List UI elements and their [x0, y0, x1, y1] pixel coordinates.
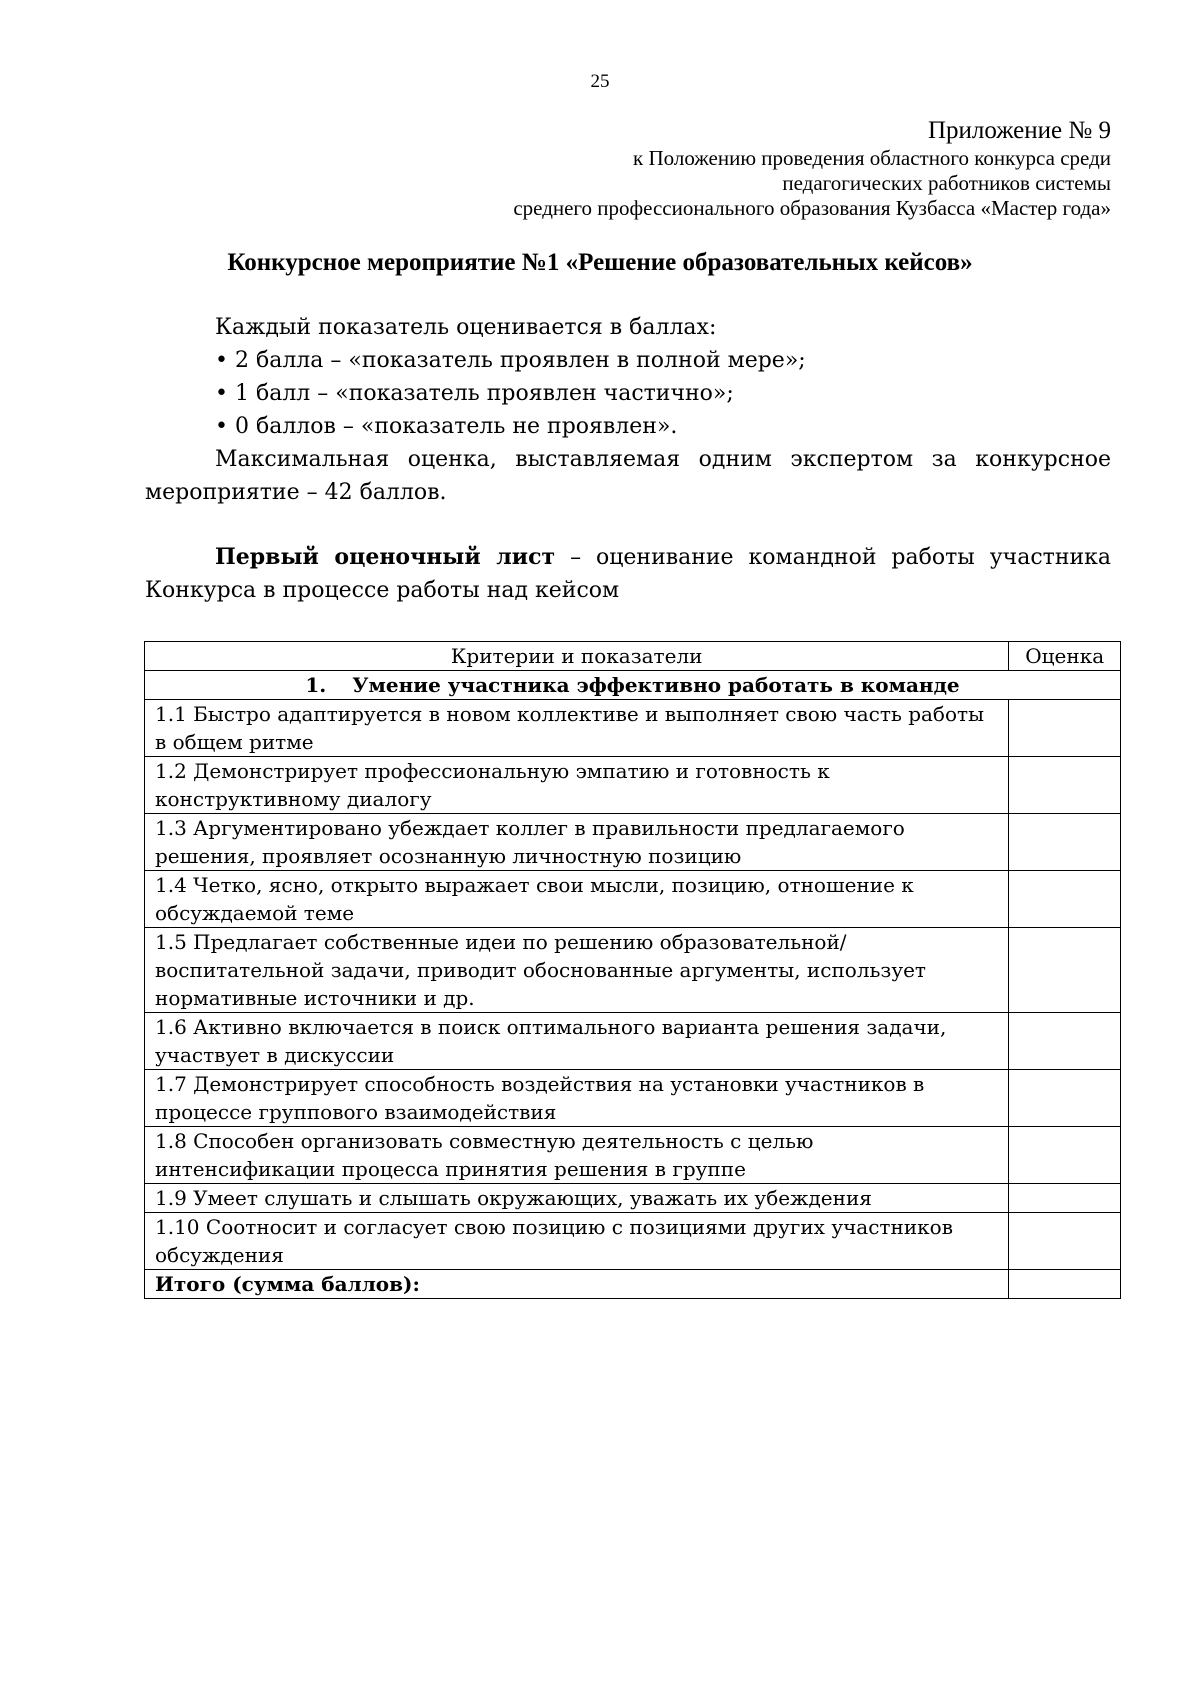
page-number: 25 [590, 71, 610, 92]
table-row [145, 871, 1121, 928]
score-cell[interactable] [1009, 1213, 1121, 1270]
criterion-text: 1.7 Демонстрирует способность воздействия на установки участников в процессе группового взаимодействия [145, 1070, 1009, 1127]
section-title-cell [145, 671, 1121, 700]
score-cell[interactable] [1009, 1070, 1121, 1127]
scoring-bullet: • 1 балл – «показатель проявлен частично»; [215, 381, 734, 406]
table-row [145, 700, 1121, 757]
criterion-text: 1.2 Демонстрирует профессиональную эмпатию и готовность к конструктивному диалогу [145, 757, 1009, 814]
appendix-line: педагогических работников системы [782, 171, 1111, 195]
appendix-line: среднего профессионального образования Кузбасса «Мастер года» [513, 196, 1111, 220]
criterion-text: 1.9 Умеет слушать и слышать окружающих, уважать их убеждения [145, 1184, 1009, 1213]
table-row [145, 1013, 1121, 1070]
section-row [145, 671, 1121, 700]
appendix-line: к Положению проведения областного конкурса среди [633, 146, 1111, 170]
score-cell[interactable] [1009, 928, 1121, 1013]
max-score-text: Максимальная оценка, выставляемая одним экспертом за конкурсное мероприятие – 42 баллов. [145, 447, 1111, 505]
section-title: Умение участника эффективно работать в команде [352, 673, 960, 697]
score-cell[interactable] [1009, 871, 1121, 928]
score-cell[interactable] [1009, 1184, 1121, 1213]
table-row [145, 757, 1121, 814]
table-row [145, 814, 1121, 871]
table-row [145, 1184, 1121, 1213]
table-row [145, 1070, 1121, 1127]
criteria-table [144, 641, 1121, 1299]
sheet-intro-rest: – оценивание командной работы участника Конкурса в процессе работы над кейсом [145, 545, 1112, 603]
total-score-cell[interactable] [1009, 1270, 1121, 1299]
criteria-header: Критерии и показатели [145, 642, 1009, 671]
criterion-text: 1.4 Четко, ясно, открыто выражает свои мысли, позицию, отношение к обсуждаемой теме [145, 871, 1009, 928]
criterion-text: 1.8 Способен организовать совместную деятельность с целью интенсификации процесса принятия решения в группе [145, 1127, 1009, 1184]
table-row [145, 928, 1121, 1013]
scoring-intro [145, 311, 1111, 509]
criterion-text: 1.10 Соотносит и согласует свою позицию с позициями других участников обсуждения [145, 1213, 1009, 1270]
sheet-intro [145, 541, 1111, 607]
score-cell[interactable] [1009, 700, 1121, 757]
appendix-header [211, 116, 1111, 221]
table-row [145, 1127, 1121, 1184]
appendix-title: Приложение № 9 [927, 117, 1111, 144]
score-header: Оценка [1009, 642, 1121, 671]
scoring-bullet: • 0 баллов – «показатель не проявлен». [215, 414, 678, 439]
section-number: 1. [305, 673, 327, 697]
score-cell[interactable] [1009, 1127, 1121, 1184]
score-cell[interactable] [1009, 757, 1121, 814]
table-row [145, 1213, 1121, 1270]
scoring-bullet: • 2 балла – «показатель проявлен в полной мере»; [215, 348, 806, 373]
total-row [145, 1270, 1121, 1299]
criterion-text: 1.3 Аргументировано убеждает коллег в правильности предлагаемого решения, проявляет осознанную личностную позицию [145, 814, 1009, 871]
total-label: Итого (сумма баллов): [145, 1270, 1009, 1299]
score-cell[interactable] [1009, 1013, 1121, 1070]
score-cell[interactable] [1009, 814, 1121, 871]
table-header-row [145, 642, 1121, 671]
criterion-text: 1.5 Предлагает собственные идеи по решению образовательной/воспитательной задачи, приводит обоснованные аргументы, использует нормативные источники и др. [145, 928, 1009, 1013]
criterion-text: 1.6 Активно включается в поиск оптимального варианта решения задачи, участвует в дискуссии [145, 1013, 1009, 1070]
scoring-lead: Каждый показатель оценивается в баллах: [215, 315, 717, 340]
criterion-text: 1.1 Быстро адаптируется в новом коллективе и выполняет свою часть работы в общем ритме [145, 700, 1009, 757]
event-title: Конкурсное мероприятие №1 «Решение образовательных кейсов» [227, 249, 973, 276]
sheet-intro-bold: Первый оценочный лист [215, 544, 556, 570]
